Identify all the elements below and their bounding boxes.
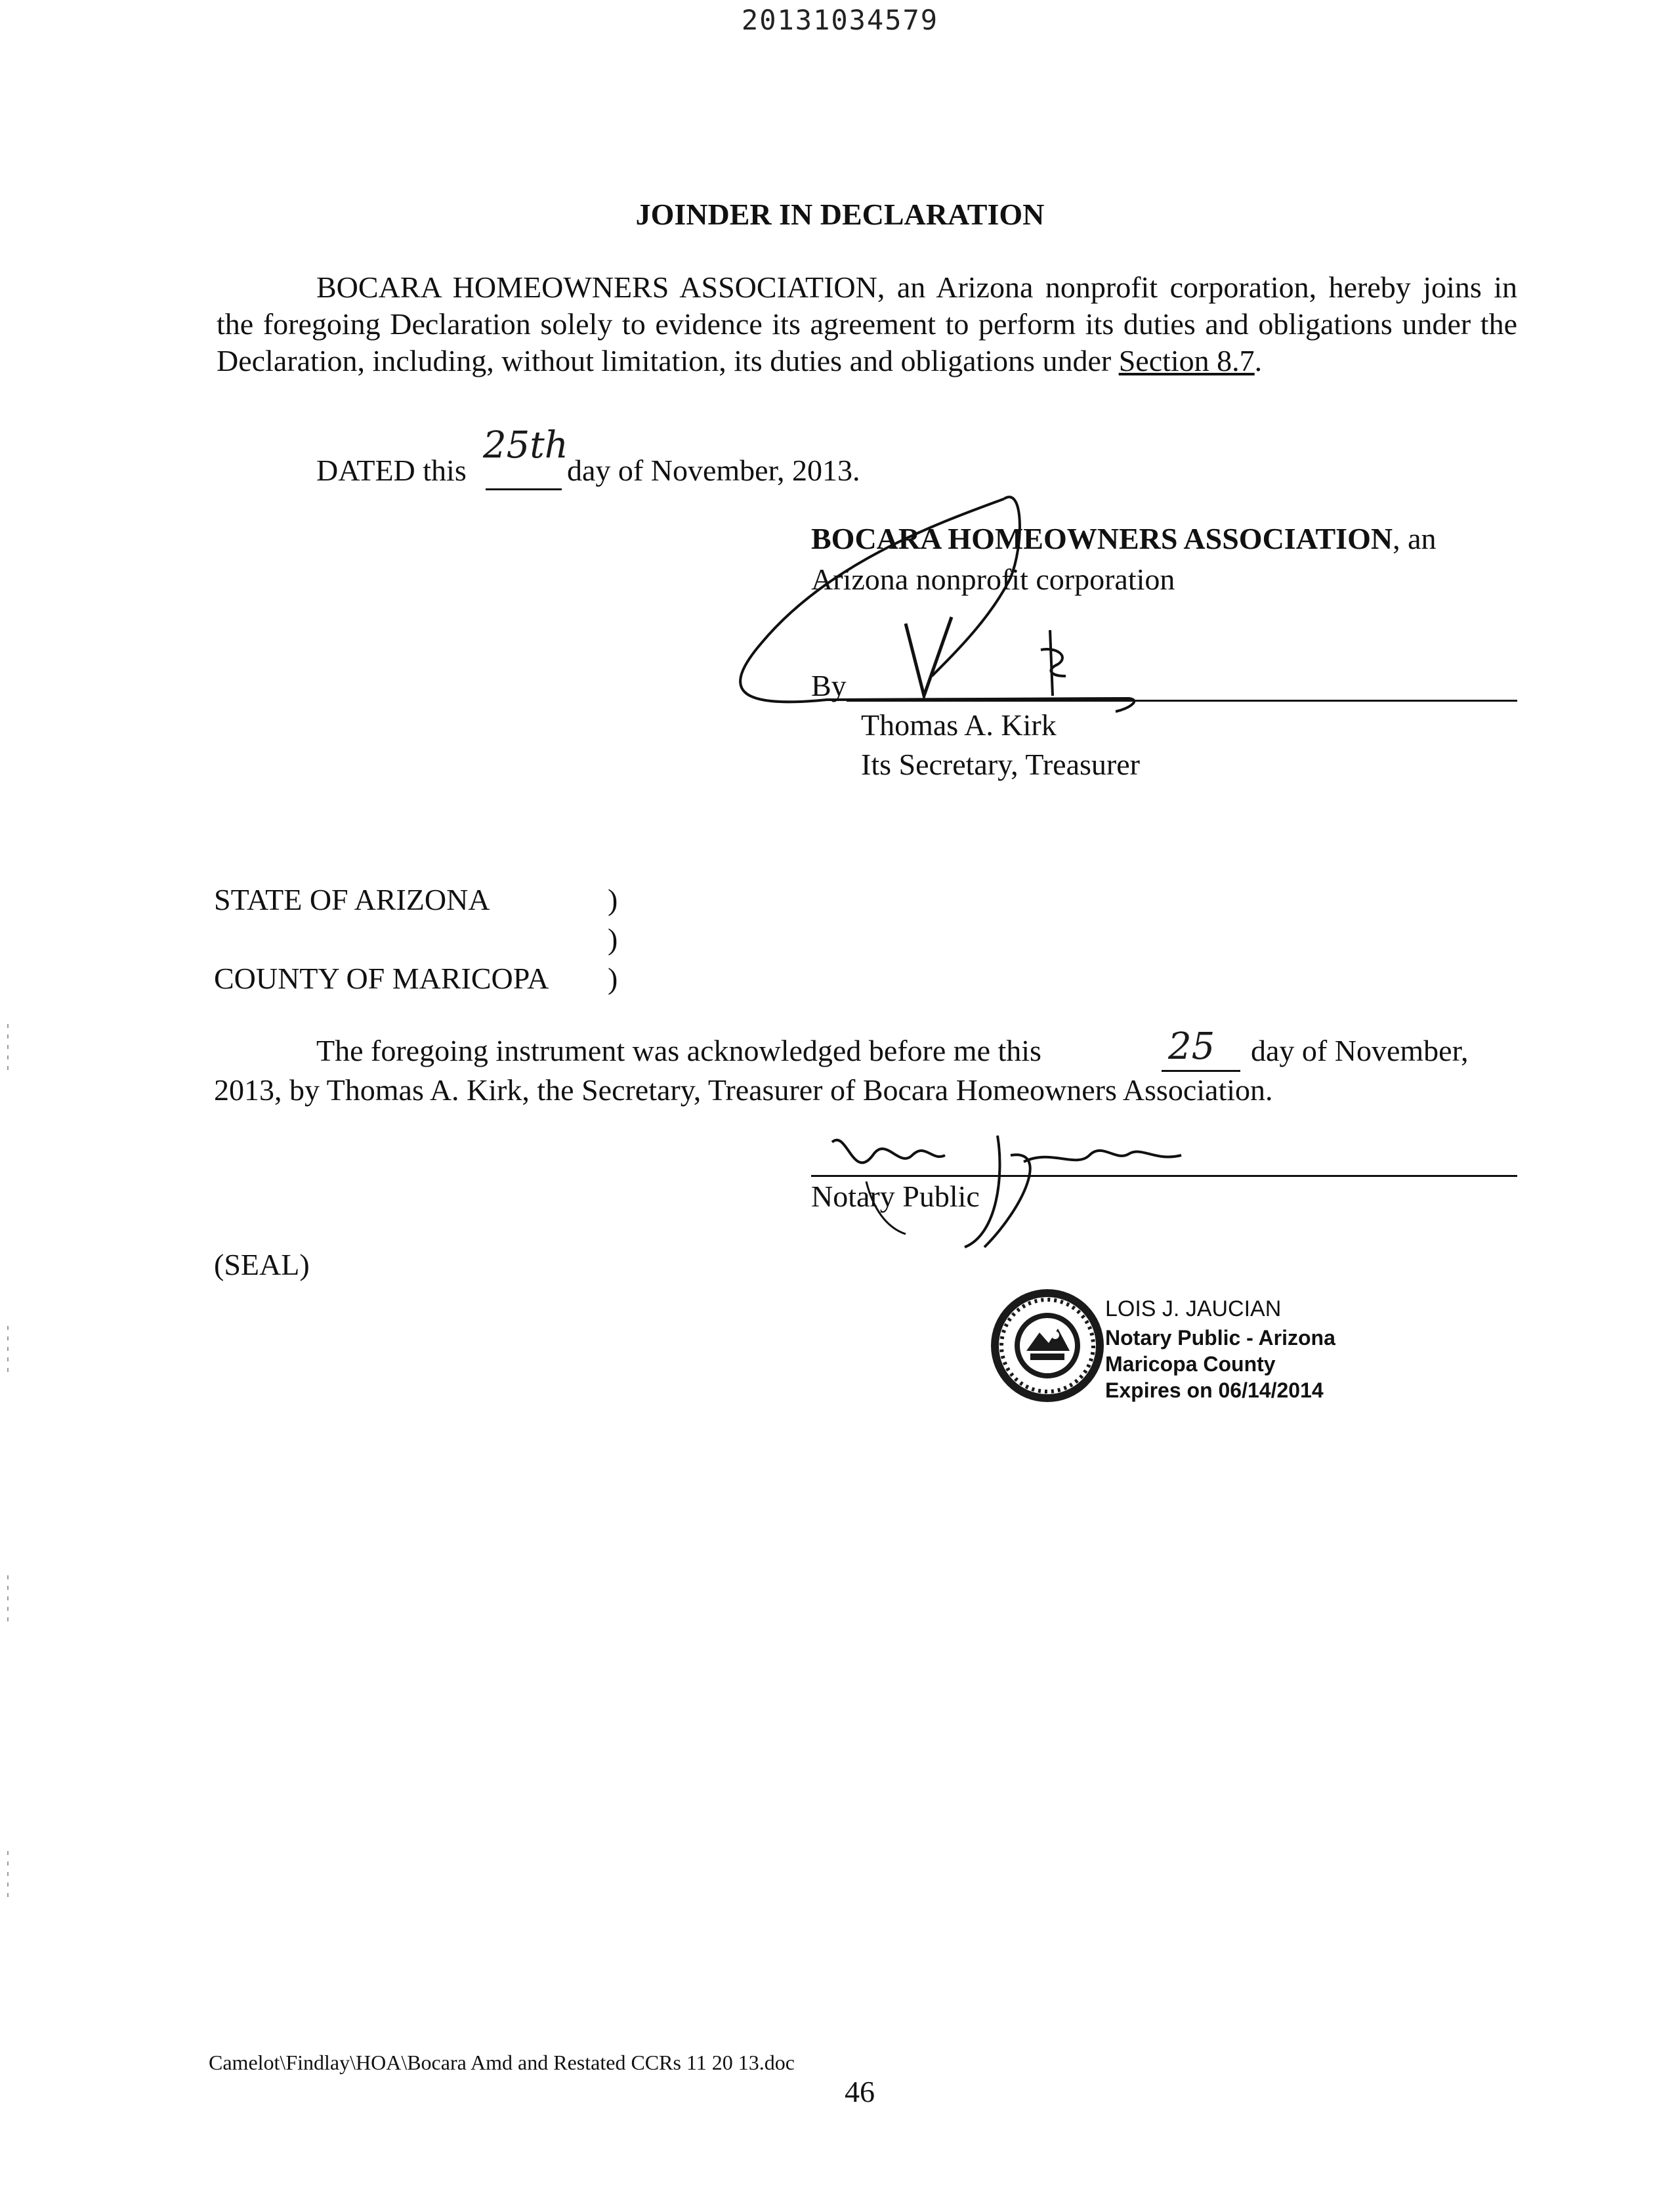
dated-prefix: DATED this (316, 454, 467, 487)
seal-label: (SEAL) (214, 1248, 310, 1281)
page-title: JOINDER IN DECLARATION (635, 198, 1045, 231)
signer-title: Its Secretary, Treasurer (861, 748, 1140, 781)
notary-stamp-line4: Expires on 06/14/2014 (1105, 1378, 1324, 1402)
footer-file-path: Camelot\Findlay\HOA\Bocara Amd and Restated CCRs 11 20 13.doc (209, 2051, 795, 2074)
acknowledgment-prefix: The foregoing instrument was acknowledged before me this (316, 1034, 1041, 1067)
venue-paren-3: ) (608, 962, 618, 995)
notary-stamp-name: LOIS J. JAUCIAN (1105, 1296, 1282, 1321)
notary-stamp-line2: Notary Public - Arizona (1105, 1326, 1335, 1350)
org-line2: Arizona nonprofit corporation (811, 563, 1175, 596)
notary-public-label: Notary Public (811, 1180, 980, 1213)
acknowledgment-line2: 2013, by Thomas A. Kirk, the Secretary, Treasurer of Bocara Homeowners Association. (214, 1073, 1273, 1107)
acknowledgment-suffix: day of November, (1251, 1034, 1469, 1067)
acknowledgment-day-handwritten: 25 (1168, 1025, 1215, 1068)
joinder-paragraph-end: . (1254, 344, 1263, 377)
notary-stamp-line3: Maricopa County (1105, 1352, 1276, 1376)
org-suffix: , an (1393, 522, 1437, 555)
joinder-paragraph-text: BOCARA HOMEOWNERS ASSOCIATION, an Arizona nonprofit corporation, hereby joins in the foregoing Declaration solely to evidence its agreement to perform its duties and obligations under the Declaration, including, without limitation, its duties and obligations under (217, 270, 1517, 377)
venue-paren-1: ) (608, 883, 618, 916)
dated-day-handwritten: 25th (483, 424, 568, 467)
page-number: 46 (845, 2075, 875, 2108)
section-reference: Section 8.7 (1118, 344, 1255, 377)
venue-county: COUNTY OF MARICOPA (214, 962, 549, 995)
dated-suffix: day of November, 2013. (567, 454, 860, 487)
recording-number: 20131034579 (741, 4, 939, 36)
org-name: BOCARA HOMEOWNERS ASSOCIATION (811, 522, 1393, 555)
venue-paren-2: ) (608, 922, 618, 956)
signer-name: Thomas A. Kirk (861, 708, 1057, 742)
venue-state: STATE OF ARIZONA (214, 883, 490, 916)
by-label: By (811, 669, 847, 702)
